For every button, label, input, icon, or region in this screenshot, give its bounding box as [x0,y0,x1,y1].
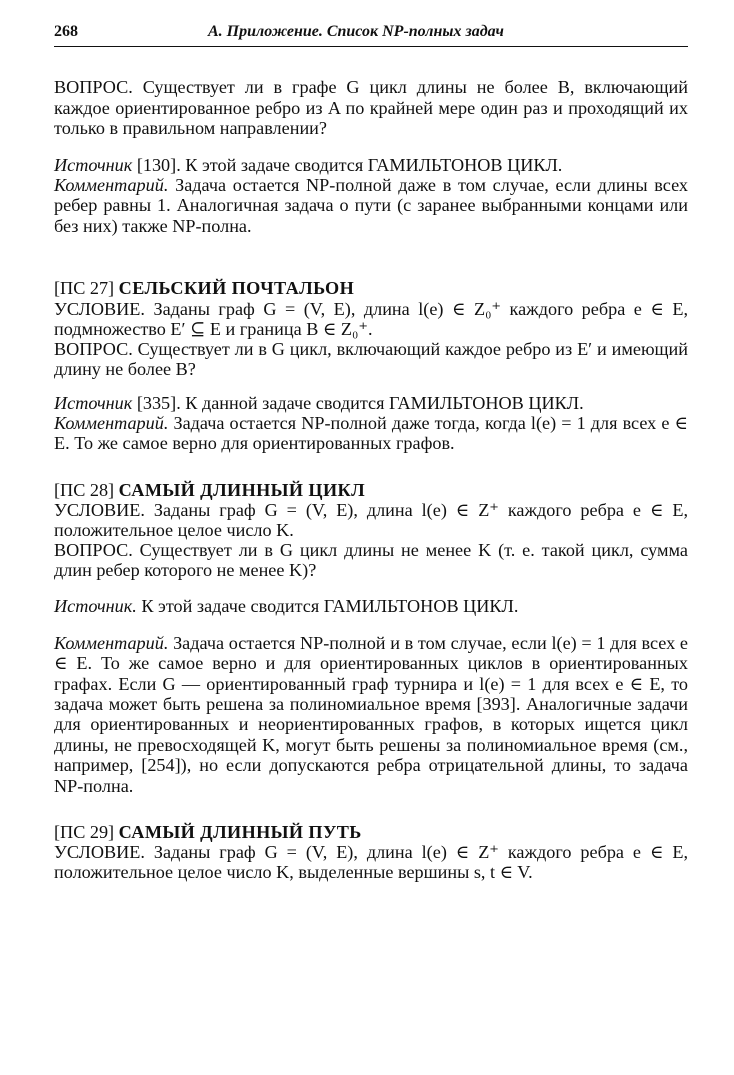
source-label: Источник [54,154,133,175]
running-header [54,22,688,47]
problem-title: СЕЛЬСКИЙ ПОЧТАЛЬОН [118,278,355,299]
comment-paragraph [54,175,688,236]
source-text: [130]. К этой задаче сводится ГАМИЛЬТОНОВ ЦИКЛ. [132,154,563,175]
comment-paragraph [54,633,688,796]
problem-id: [ПС 27] [54,278,115,299]
problem-id: [ПС 28] [54,479,115,500]
problem-title: САМЫЙ ДЛИННЫЙ ПУТЬ [118,821,362,842]
comment-text: Задача остается NP-полной и в том случае, если l(e) = 1 для всех e ∈ E. То же самое верно и для ориентированных циклов в ориентированных графах. Если G — ориентированный граф турнира и l(e) = 1 для всех e ∈ E, то задача может быть решена за полиномиальное время [393]. Аналогичные задачи для ориентированных и неориентированных графов, в которых ищется цикл длины, не превосходящей K, могут быть решены за полиномиальное время (см., например, [254]), но если допускаются ребра отрицательной длины, то задача NP-полна. [54,632,688,796]
comment-text: Задача остается NP-полной даже тогда, когда l(e) = 1 для всех e ∈ E. То же самое верно для ориентированных графов. [54,413,688,454]
condition-paragraph: УСЛОВИЕ. Заданы граф G = (V, E), длина l(e) ∈ Z⁺ каждого ребра e ∈ E, положительное целое число K, выделенные вершины s, t ∈ V. [54,842,688,883]
question-paragraph: ВОПРОС. Существует ли в G цикл, включающий каждое ребро из E′ и имеющий длину не более B? [54,338,688,379]
problem-heading-ps27 [54,278,688,298]
source-paragraph [54,596,688,616]
chapter-title: А. Приложение. Список NP-полных задач [208,23,504,40]
source-paragraph [54,393,688,413]
condition-paragraph: УСЛОВИЕ. Заданы граф G = (V, E), длина l(e) ∈ Z⁺ каждого ребра e ∈ E, положительное целое число K. [54,500,688,541]
page-number: 268 [54,23,78,40]
condition-paragraph: УСЛОВИЕ. Заданы граф G = (V, E), длина l(e) ∈ Z₀⁺ каждого ребра e ∈ E, подмножество E′ ⊆ E и граница B ∈ Z₀⁺. [54,298,688,339]
comment-label: Комментарий. [54,632,169,653]
comment-label: Комментарий. [54,175,169,196]
comment-text: Задача остается NP-полной даже в том случае, если длины всех ребер равны 1. Аналогичная задача о пути (с заранее выбранными концами или без них) также NP-полна. [54,175,688,236]
source-label: Источник [54,392,133,413]
source-text: К этой задаче сводится ГАМИЛЬТОНОВ ЦИКЛ. [136,596,519,617]
comment-paragraph [54,413,688,454]
problem-heading-ps29 [54,822,688,842]
question-paragraph: ВОПРОС. Существует ли в графе G цикл длины не более B, включающий каждое ориентированное ребро из A по крайней мере один раз и проходящий их только в правильном направлении? [54,77,688,139]
comment-label: Комментарий. [54,413,169,434]
question-paragraph: ВОПРОС. Существует ли в G цикл длины не менее K (т. е. такой цикл, сумма длин ребер которого не менее K)? [54,540,688,581]
source-paragraph [54,155,688,175]
problem-id: [ПС 29] [54,821,115,842]
source-text: [335]. К данной задаче сводится ГАМИЛЬТОНОВ ЦИКЛ. [132,392,584,413]
source-label: Источник. [54,596,137,617]
problem-heading-ps28 [54,480,688,500]
problem-title: САМЫЙ ДЛИННЫЙ ЦИКЛ [118,479,366,500]
